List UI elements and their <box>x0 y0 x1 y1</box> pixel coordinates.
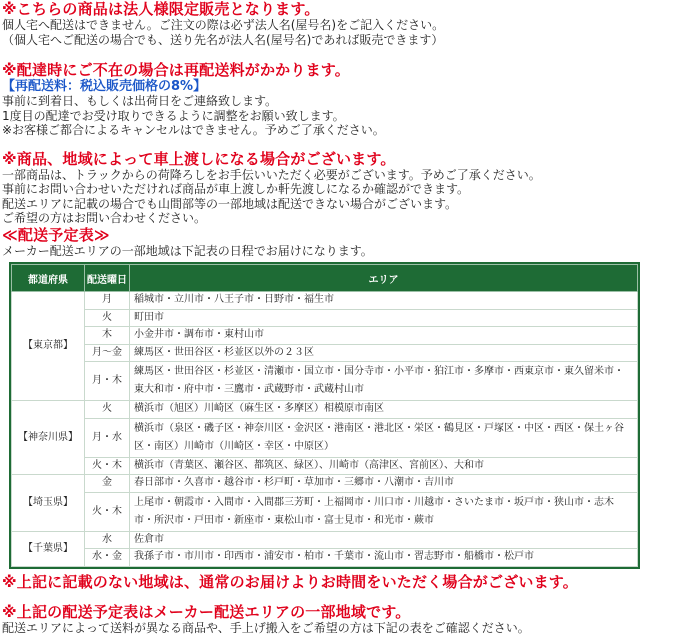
table-row <box>12 475 638 493</box>
prefecture-cell: 【千葉県】 <box>12 531 85 566</box>
table-row <box>12 531 638 549</box>
day-cell: 月～金 <box>85 344 130 362</box>
table-row <box>12 401 638 419</box>
day-cell: 水 <box>85 531 130 549</box>
truck-line-1: 一部商品は、トラックからの荷降ろしをお手伝いいただく必要がございます。予めご了承ください。 <box>2 167 541 182</box>
schedule-heading: ≪配送予定表≫ <box>2 225 110 244</box>
table-row <box>12 292 638 310</box>
unlisted-area-heading: ※上記に記載のない地域は、通常のお届けよりお時間をいただく場合がございます。 <box>2 572 578 591</box>
day-cell: 火・木 <box>85 492 130 531</box>
area-cell: 上尾市・朝霞市・入間市・入間郡三芳町・上福岡市・川口市・川越市・さいたま市・坂戸市・狭山市・志木市・所沢市・戸田市・新座市・東松山市・富士見市・和光市・蕨市 <box>130 492 638 531</box>
table-row <box>12 457 638 475</box>
truck-line-4: ご希望の方はお問い合わせください。 <box>2 211 207 225</box>
prefecture-cell: 【東京都】 <box>12 292 85 401</box>
column-header-day: 配送曜日 <box>85 265 130 292</box>
day-cell: 金 <box>85 475 130 493</box>
area-cell: 練馬区・世田谷区・杉並区・清瀬市・国立市・国分寺市・小平市・狛江市・多摩市・西東京市・東久留米市・東大和市・府中市・三鷹市・武蔵野市・武蔵村山市 <box>130 362 638 401</box>
schedule-intro: メーカー配送エリアの一部地域は下記表の日程でお届けになります。 <box>2 243 373 258</box>
table-header-row <box>12 265 638 292</box>
table-row <box>12 327 638 345</box>
day-cell: 月・水 <box>85 418 130 457</box>
column-header-prefecture: 都道府県 <box>12 265 85 292</box>
table-row <box>12 309 638 327</box>
prefecture-cell: 【神奈川県】 <box>12 401 85 475</box>
redelivery-fee: 【再配送料：税込販売価格の8%】 <box>2 79 207 94</box>
redelivery-line-2: 1度目の配達でお受け取りできるように調整をお願い致します。 <box>2 108 345 123</box>
column-header-area: エリア <box>130 265 638 292</box>
area-cell: 横浜市（青葉区、瀬谷区、都筑区、緑区）、川崎市（高津区、宮前区）、大和市 <box>130 457 638 475</box>
table-row <box>12 549 638 567</box>
area-cell: 佐倉市 <box>130 531 638 549</box>
corporate-only-heading: ※こちらの商品は法人様限定販売となります。 <box>2 0 320 18</box>
partial-area-line: 配送エリアによって送料が異なる商品や、手上げ搬入をご希望の方は下記の表をご確認ください。 <box>2 620 530 635</box>
day-cell: 火・木 <box>85 457 130 475</box>
area-cell: 町田市 <box>130 309 638 327</box>
redelivery-line-3: ※お客様ご都合によるキャンセルはできません。予めご了承ください。 <box>2 123 385 137</box>
corporate-line-1: 個人宅へ配送はできません。ご注文の際は必ず法人名(屋号名)をご記入ください。 <box>2 18 445 32</box>
redelivery-heading: ※配達時にご不在の場合は再配送料がかかります。 <box>2 61 350 79</box>
truck-line-2: 事前にお問い合わせいただければ商品が車上渡しか軒先渡しになるか確認ができます。 <box>2 182 470 196</box>
day-cell: 水・金 <box>85 549 130 567</box>
area-cell: 横浜市（旭区）川崎区（麻生区・多摩区）相模原市南区 <box>130 401 638 419</box>
day-cell: 月 <box>85 292 130 310</box>
day-cell: 火 <box>85 309 130 327</box>
redelivery-line-1: 事前に到着日、もしくは出荷日をご連絡致します。 <box>2 94 278 108</box>
area-cell: 春日部市・久喜市・越谷市・杉戸町・草加市・三郷市・八潮市・吉川市 <box>130 475 638 493</box>
area-cell: 我孫子市・市川市・印西市・浦安市・柏市・千葉市・流山市・習志野市・船橋市・松戸市 <box>130 549 638 567</box>
area-cell: 横浜市（泉区・磯子区・神奈川区・金沢区・港南区・港北区・栄区・鶴見区・戸塚区・中区・西区・保土ヶ谷区・南区）川崎市（川崎区・幸区・中原区） <box>130 418 638 457</box>
truck-line-3: 配送エリアに記載の場合でも山間部等の一部地域は配送できない場合がございます。 <box>2 196 458 211</box>
day-cell: 月・木 <box>85 362 130 401</box>
area-cell: 小金井市・調布市・東村山市 <box>130 327 638 345</box>
table-row <box>12 344 638 362</box>
partial-area-heading: ※上記の配送予定表はメーカー配送エリアの一部地域です。 <box>2 602 411 621</box>
area-cell: 稲城市・立川市・八王子市・日野市・福生市 <box>130 292 638 310</box>
notice-document <box>2 0 698 635</box>
day-cell: 木 <box>85 327 130 345</box>
delivery-schedule-table <box>9 262 640 569</box>
day-cell: 火 <box>85 401 130 419</box>
truck-delivery-heading: ※商品、地域によって車上渡しになる場合がございます。 <box>2 149 396 168</box>
area-cell: 練馬区・世田谷区・杉並区以外の２３区 <box>130 344 638 362</box>
prefecture-cell: 【埼玉県】 <box>12 475 85 532</box>
corporate-line-2: （個人宅へご配送の場合でも、送り先名が法人名(屋号名)であれば販売できます） <box>2 32 444 47</box>
